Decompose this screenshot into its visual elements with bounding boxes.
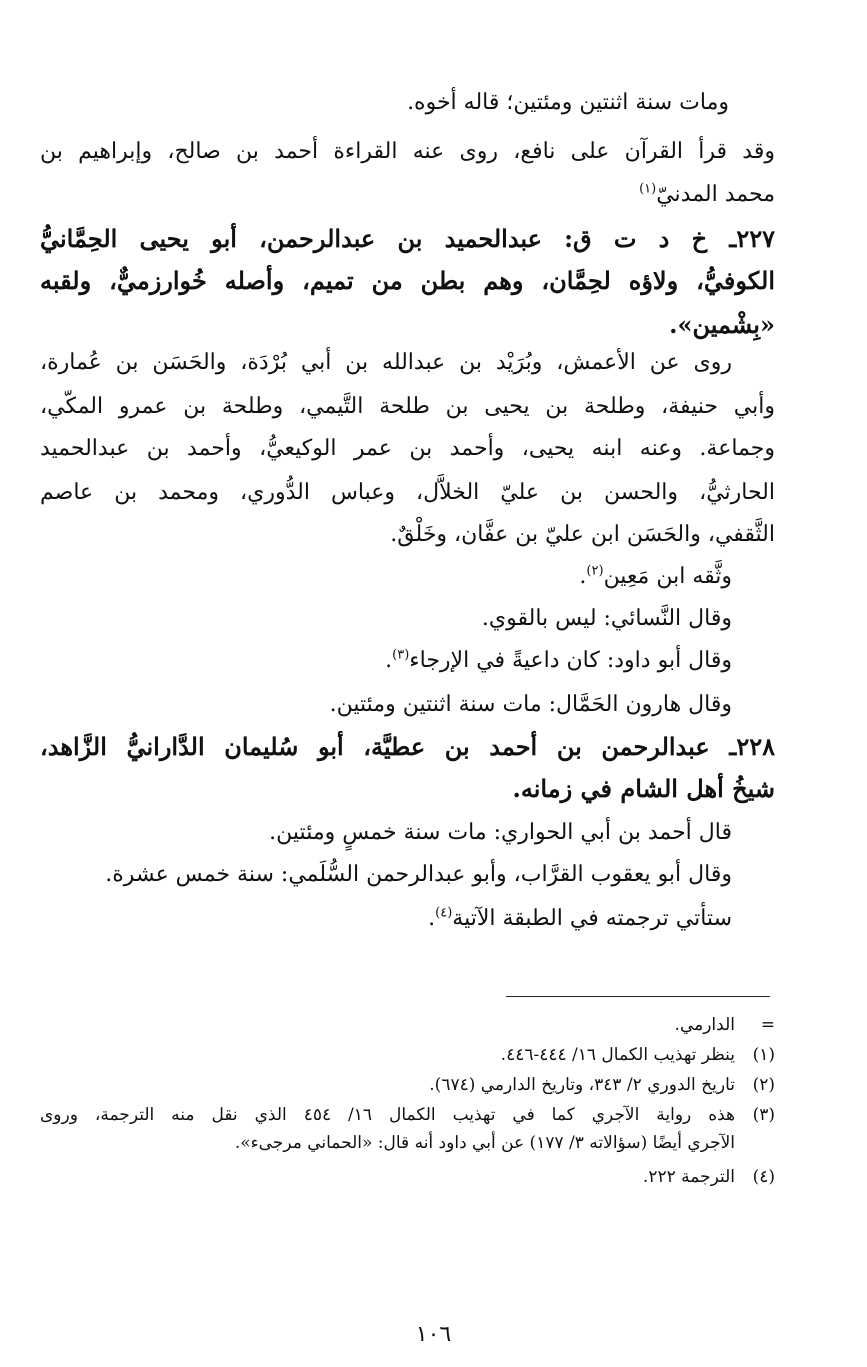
text-line bbox=[40, 904, 732, 934]
footnote-number: (٤) bbox=[752, 1167, 775, 1187]
text-line: وقد قرأ القرآن على نافع، روى عنه القراءة أحمد بن صالح، وإبراهيم بن bbox=[40, 139, 775, 164]
footnote-number: (٢) bbox=[752, 1075, 775, 1095]
footnote-ref: (٢) bbox=[586, 563, 604, 579]
text-line: روى عن الأعمش، وبُرَيْد بن عبدالله بن أبي بُرْدَة، والحَسَن بن عُمارة، bbox=[40, 350, 732, 375]
footnote-text: تاريخ الدوري ٢/ ٣٤٣، وتاريخ الدارمي (٦٧٤). bbox=[429, 1075, 735, 1095]
footnote-rule bbox=[506, 996, 770, 997]
text-line: وقال هارون الحَمَّال: مات سنة اثنتين ومئتين. bbox=[329, 692, 732, 717]
footnote-number: (٣) bbox=[752, 1105, 775, 1125]
footnote-ref: (٣) bbox=[392, 647, 410, 663]
text-span: وقال أبو داود: كان داعيةً في الإرجاء bbox=[409, 648, 732, 673]
text-line bbox=[40, 646, 732, 676]
text-line: قال أحمد بن أبي الحواري: مات سنة خمسٍ ومئتين. bbox=[269, 820, 732, 845]
text-tail: . bbox=[428, 906, 436, 931]
footnote-text: الدارمي. bbox=[674, 1015, 735, 1035]
text-span: ستأتي ترجمته في الطبقة الآتية bbox=[452, 906, 732, 931]
page-number: ١٠٦ bbox=[415, 1322, 452, 1347]
footnote-text: هذه رواية الآجري كما في تهذيب الكمال ١٦/ ٤٥٤ الذي نقل منه الترجمة، وروى bbox=[40, 1105, 735, 1125]
entry-heading: شيخُ أهل الشام في زمانه. bbox=[512, 774, 775, 803]
text-line bbox=[0, 88, 867, 118]
footnote-number: (١) bbox=[752, 1045, 775, 1065]
entry-heading: «بِشْمين». bbox=[669, 310, 775, 339]
text-line: الحارثيُّ، والحسن بن عليّ الخلاَّل، وعباس الدُّوري، ومحمد بن عاصم bbox=[40, 480, 775, 505]
footnote-text: ينظر تهذيب الكمال ١٦/ ٤٤٤-٤٤٦. bbox=[500, 1045, 735, 1065]
text-tail: . bbox=[385, 648, 393, 673]
text-line: الثَّقفي، والحَسَن ابن عليّ بن عفَّان، وخَلْقٌ. bbox=[390, 522, 775, 547]
text-line: وقال أبو يعقوب القرَّاب، وأبو عبدالرحمن السُّلَمي: سنة خمس عشرة. bbox=[105, 862, 732, 887]
entry-heading: الكوفيُّ، ولاؤه لحِمَّان، وهم بطن من تميم، وأصله خُوارزميٌّ، ولقبه bbox=[40, 266, 775, 295]
text-line: وجماعة. وعنه ابنه يحيى، وأحمد بن عمر الوكيعيُّ، وأحمد بن عبدالحميد bbox=[40, 436, 775, 461]
continuation-mark: = bbox=[760, 1015, 775, 1035]
footnote-ref: (٤) bbox=[435, 905, 453, 921]
text-line bbox=[40, 180, 775, 210]
text-span: محمد المدنيّ bbox=[656, 182, 775, 207]
footnote-text: الآجري أيضًا (سؤالاته ٣/ ١٧٧) عن أبي داود أنه قال: «الحماني مرجىء». bbox=[234, 1133, 735, 1153]
footnote-text: الترجمة ٢٢٢. bbox=[642, 1167, 735, 1187]
text-line: وأبي حنيفة، وطلحة بن يحيى بن طلحة التَّيمي، وطلحة بن عمرو المكّي، bbox=[40, 394, 775, 419]
text-line: وقال النَّسائي: ليس بالقوي. bbox=[481, 606, 732, 631]
text-span: وثَّقه ابن مَعِين bbox=[603, 564, 732, 589]
text-line bbox=[40, 562, 732, 592]
footnote-ref: (١) bbox=[639, 181, 657, 197]
entry-heading: ٢٢٧ـ خ د ت ق: عبدالحميد بن عبدالرحمن، أبو يحيى الحِمَّانيُّ bbox=[40, 224, 775, 253]
text-tail: . bbox=[579, 564, 587, 589]
text-span: ومات سنة اثنتين ومئتين؛ قاله أخوه. bbox=[407, 90, 729, 115]
entry-heading: ٢٢٨ـ عبدالرحمن بن أحمد بن عطيَّة، أبو سُليمان الدَّارانيُّ الزَّاهد، bbox=[40, 732, 775, 761]
